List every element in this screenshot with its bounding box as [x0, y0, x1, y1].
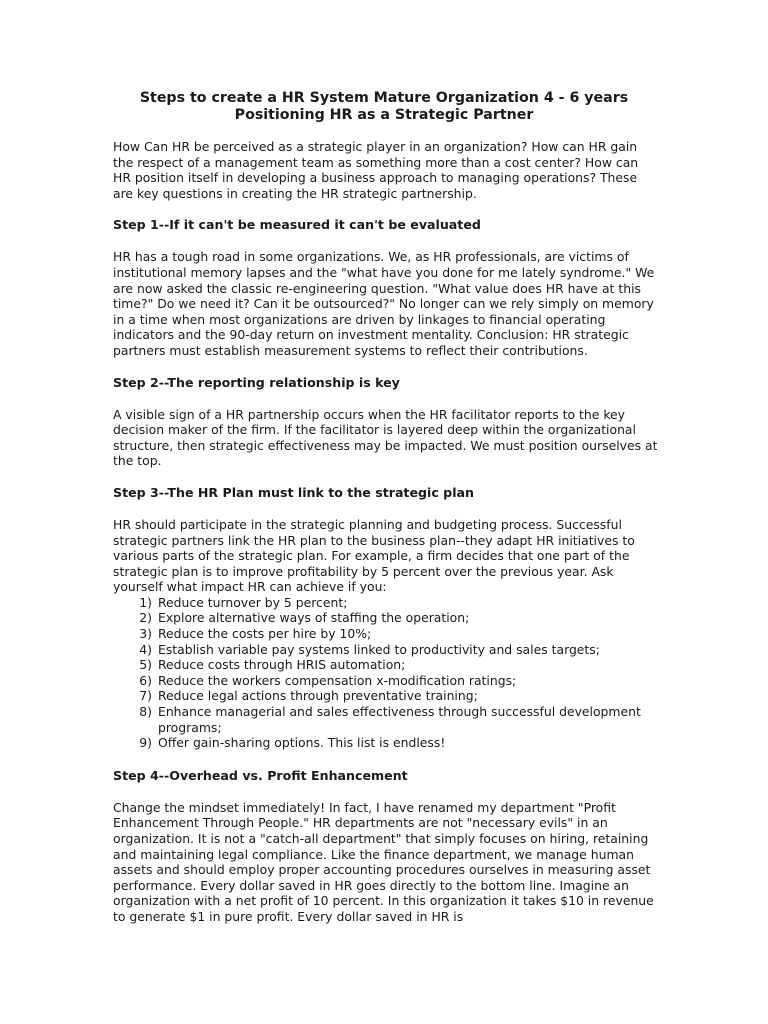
list-item — [113, 610, 658, 626]
list-item-text: Reduce legal actions through preventative training; — [158, 688, 478, 704]
list-item — [113, 704, 658, 735]
step3-paragraph: HR should participate in the strategic planning and budgeting process. Successful strategic partners link the HR plan to the business plan--they adapt HR initiatives to various parts of the strategic plan. For example, a firm decides that one part of the strategic plan is to improve profitability by 5 percent over the previous year. Ask yourself what impact HR can achieve if you: — [113, 516, 635, 595]
step3-heading: Step 3--The HR Plan must link to the strategic plan — [113, 484, 474, 500]
list-item-number: 5) — [139, 657, 152, 673]
list-item-text: Reduce costs through HRIS automation; — [158, 657, 406, 673]
list-item-text: Reduce the costs per hire by 10%; — [158, 626, 372, 642]
step1-heading: Step 1--If it can't be measured it can't be evaluated — [113, 217, 481, 233]
list-item-number: 1) — [139, 594, 152, 610]
step2-heading: Step 2--The reporting relationship is key — [113, 374, 400, 390]
list-item-number: 2) — [139, 610, 152, 626]
list-item-text: Establish variable pay systems linked to productivity and sales targets; — [158, 641, 600, 657]
list-item — [113, 626, 658, 642]
list-item-number: 6) — [139, 672, 152, 688]
step1-paragraph: HR has a tough road in some organizations. We, as HR professionals, are victims of institutional memory lapses and the "what have you done for me lately syndrome." We are now asked the classic re-engineering question. "What value does HR have at this time?" Do we need it? Can it be outsourced?" No longer can we rely simply on memory in a time when most organizations are driven by linkages to financial operating indicators and the 90-day return on investment mentality. Conclusion: HR strategic partners must establish measurement systems to reflect their contributions. — [113, 249, 655, 358]
list-item — [113, 735, 658, 751]
list-item — [113, 657, 658, 673]
list-item-text: Reduce turnover by 5 percent; — [158, 594, 348, 610]
list-item — [113, 595, 658, 611]
step3-list — [113, 595, 658, 751]
list-item-number: 7) — [139, 688, 152, 704]
document-body — [113, 139, 658, 925]
document-title — [0, 90, 768, 124]
list-item-number: 8) — [139, 704, 152, 720]
step4-paragraph: Change the mindset immediately! In fact, I have renamed my department "Profit Enhancement Through People." HR departments are not "necessary evils" in an organization. It is not a "catch-all department" that simply focuses on hiring, retaining and maintaining legal compliance. Like the finance department, we manage human assets and should employ proper accounting procedures ourselves in measuring asset performance. Every dollar saved in HR goes directly to the bottom line. Imagine an organization with a net profit of 10 percent. In this organization it takes $10 in revenue to generate $1 in pure profit. Every dollar saved in HR is — [113, 799, 654, 924]
list-item-text: Explore alternative ways of staffing the operation; — [158, 610, 470, 626]
title-line-2: Positioning HR as a Strategic Partner — [234, 107, 534, 123]
list-item — [113, 673, 658, 689]
list-item — [113, 642, 658, 658]
title-line-1: Steps to create a HR System Mature Organization 4 - 6 years — [139, 90, 629, 106]
list-item-text: Offer gain-sharing options. This list is endless! — [158, 735, 446, 751]
step4-heading: Step 4--Overhead vs. Profit Enhancement — [113, 767, 408, 783]
list-item-number: 4) — [139, 641, 152, 657]
list-item-text: Reduce the workers compensation x-modification ratings; — [158, 672, 517, 688]
list-item-number: 3) — [139, 626, 152, 642]
intro-paragraph: How Can HR be perceived as a strategic player in an organization? How can HR gain the respect of a management team as something more than a cost center? How can HR position itself in developing a business approach to managing operations? These are key questions in creating the HR strategic partnership. — [113, 139, 639, 201]
list-item-number: 9) — [139, 735, 152, 751]
step2-paragraph: A visible sign of a HR partnership occurs when the HR facilitator reports to the key decision maker of the firm. If the facilitator is layered deep within the organizational structure, then strategic effectiveness may be impacted. We must position ourselves at the top. — [113, 406, 658, 469]
list-item — [113, 688, 658, 704]
list-item-text: Enhance managerial and sales effectiveness through successful development programs; — [158, 704, 641, 735]
